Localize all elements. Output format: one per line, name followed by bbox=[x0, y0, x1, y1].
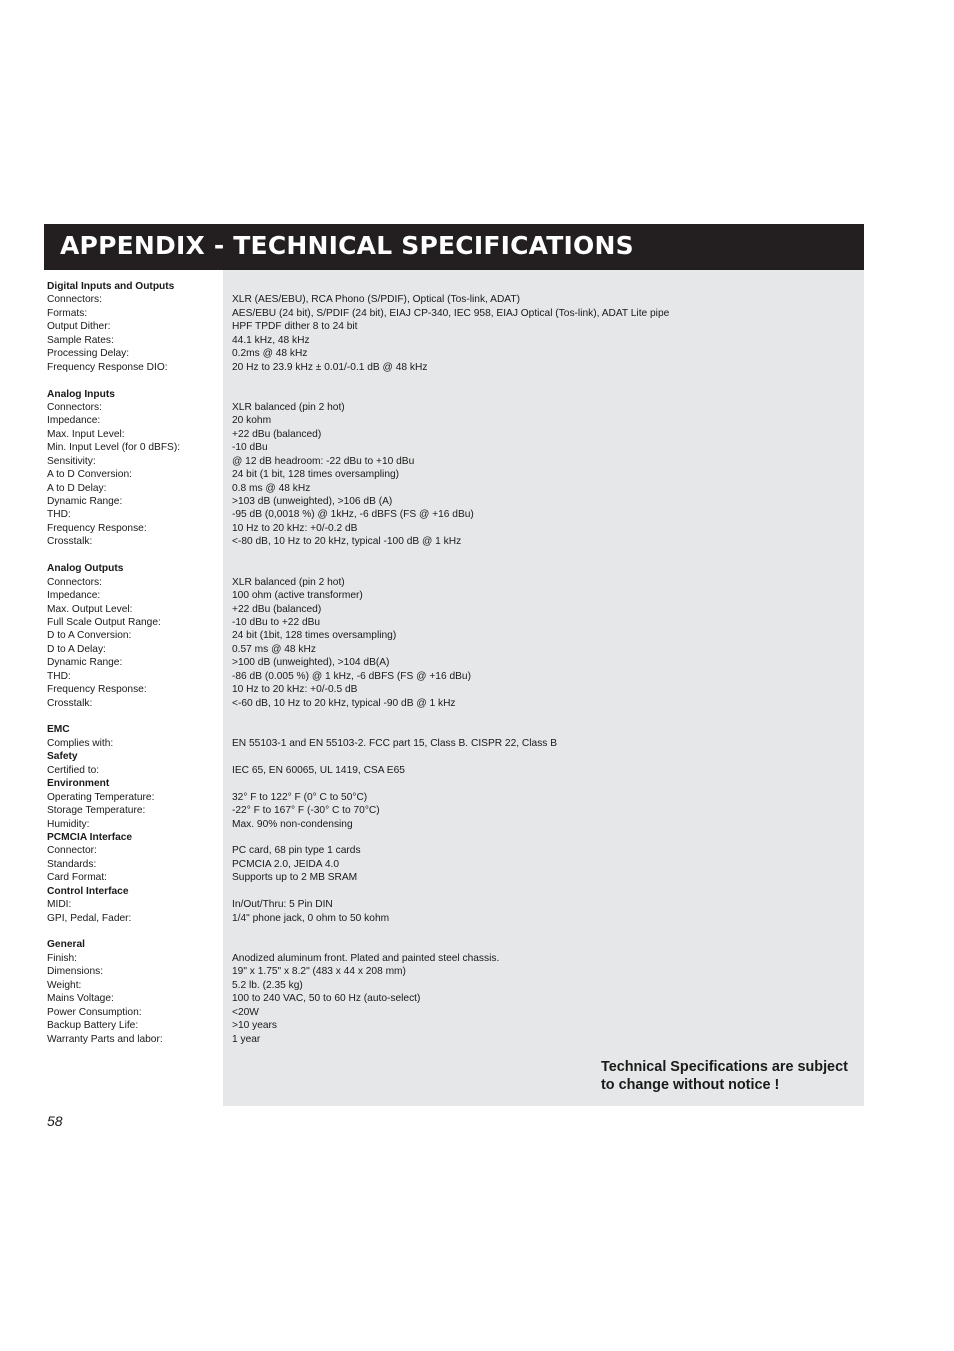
spec-row bbox=[47, 643, 847, 656]
disclaimer-notice bbox=[601, 1058, 863, 1094]
spec-label: Backup Battery Life: bbox=[47, 1020, 139, 1032]
spec-label: Finish: bbox=[47, 952, 78, 964]
spec-label: Card Format: bbox=[47, 872, 108, 884]
spec-value: XLR balanced (pin 2 hot) bbox=[232, 401, 345, 413]
spec-label: Power Consumption: bbox=[47, 1006, 142, 1018]
spec-value: <-60 dB, 10 Hz to 20 kHz, typical -90 dB @ 1 kHz bbox=[232, 697, 456, 709]
section-spacer bbox=[47, 710, 847, 723]
notice-line-2: to change without notice ! bbox=[601, 1077, 780, 1093]
spec-value: 1/4" phone jack, 0 ohm to 50 kohm bbox=[232, 912, 390, 924]
spec-row bbox=[47, 495, 847, 508]
spec-value: 24 bit (1 bit, 128 times oversampling) bbox=[232, 469, 400, 481]
spec-label: D to A Delay: bbox=[47, 643, 106, 655]
spec-label: D to A Conversion: bbox=[47, 630, 132, 642]
spec-label: Dynamic Range: bbox=[47, 496, 123, 507]
spec-label: Sample Rates: bbox=[47, 334, 114, 346]
spec-row bbox=[47, 293, 847, 306]
section-heading: Safety bbox=[47, 751, 78, 763]
spec-row bbox=[47, 1019, 847, 1032]
spec-label: GPI, Pedal, Fader: bbox=[47, 912, 132, 924]
spec-label: A to D Conversion: bbox=[47, 469, 132, 481]
section-heading: General bbox=[47, 939, 85, 951]
spec-row bbox=[47, 898, 847, 911]
spec-value: 24 bit (1bit, 128 times oversampling) bbox=[232, 630, 397, 642]
section-heading: Digital Inputs and Outputs bbox=[47, 281, 175, 292]
spec-row bbox=[47, 992, 847, 1005]
spec-value: 5.2 lb. (2.35 kg) bbox=[232, 979, 303, 991]
spec-label: Dynamic Range: bbox=[47, 657, 123, 669]
spec-value: PCMCIA 2.0, JEIDA 4.0 bbox=[232, 858, 340, 870]
spec-row bbox=[47, 871, 847, 884]
spec-value: Supports up to 2 MB SRAM bbox=[232, 872, 358, 884]
spec-label: Operating Temperature: bbox=[47, 791, 155, 803]
spec-label: A to D Delay: bbox=[47, 482, 107, 494]
spec-value: -22° F to 167° F (-30° C to 70°C) bbox=[232, 805, 380, 817]
spec-row bbox=[47, 844, 847, 857]
spec-value: EN 55103-1 and EN 55103-2. FCC part 15, Class B. CISPR 22, Class B bbox=[232, 737, 558, 749]
spec-value: XLR (AES/EBU), RCA Phono (S/PDIF), Optical (Tos-link, ADAT) bbox=[232, 294, 520, 306]
spec-row bbox=[47, 455, 847, 468]
spec-value: +22 dBu (balanced) bbox=[232, 603, 322, 615]
spec-row bbox=[47, 334, 847, 347]
spec-row bbox=[47, 603, 847, 616]
spec-value: 1 year bbox=[232, 1033, 261, 1045]
spec-row bbox=[47, 629, 847, 642]
title-bar bbox=[44, 224, 864, 270]
spec-row bbox=[47, 576, 847, 589]
spec-value: XLR balanced (pin 2 hot) bbox=[232, 576, 345, 588]
spec-row bbox=[47, 508, 847, 521]
spec-row bbox=[47, 737, 847, 750]
spec-label: Connector: bbox=[47, 845, 97, 857]
spec-value: 10 Hz to 20 kHz: +0/-0.2 dB bbox=[232, 522, 358, 534]
spec-value: 0.8 ms @ 48 kHz bbox=[232, 482, 311, 494]
spec-value: >100 dB (unweighted), >104 dB(A) bbox=[232, 657, 390, 669]
spec-label: Full Scale Output Range: bbox=[47, 616, 161, 628]
spec-value: 0.57 ms @ 48 kHz bbox=[232, 643, 316, 655]
spec-value: 10 Hz to 20 kHz: +0/-0.5 dB bbox=[232, 684, 358, 696]
spec-row bbox=[47, 482, 847, 495]
spec-value: PC card, 68 pin type 1 cards bbox=[232, 845, 361, 857]
spec-label: Formats: bbox=[47, 307, 88, 319]
spec-row bbox=[47, 979, 847, 992]
spec-row bbox=[47, 670, 847, 683]
spec-label: Weight: bbox=[47, 979, 82, 991]
spec-value: -86 dB (0.005 %) @ 1 kHz, -6 dBFS (FS @ +16 dBu) bbox=[232, 670, 471, 682]
section-spacer bbox=[47, 374, 847, 387]
spec-value: 19" x 1.75" x 8.2" (483 x 44 x 208 mm) bbox=[232, 966, 406, 978]
spec-label: Frequency Response DIO: bbox=[47, 361, 168, 373]
spec-row bbox=[47, 656, 847, 669]
spec-row bbox=[47, 428, 847, 441]
spec-label: Humidity: bbox=[47, 818, 90, 830]
spec-label: Max. Input Level: bbox=[47, 428, 125, 440]
spec-label: Sensitivity: bbox=[47, 455, 96, 467]
spec-row bbox=[47, 683, 847, 696]
spec-value: -10 dBu bbox=[232, 442, 268, 454]
spec-value: Anodized aluminum front. Plated and painted steel chassis. bbox=[232, 952, 500, 964]
spec-label: Min. Input Level (for 0 dBFS): bbox=[47, 442, 181, 454]
spec-row bbox=[47, 1006, 847, 1019]
spec-row bbox=[47, 818, 847, 831]
spec-row bbox=[47, 791, 847, 804]
spec-row bbox=[47, 697, 847, 710]
section-heading: EMC bbox=[47, 724, 70, 736]
spec-label: Connectors: bbox=[47, 294, 102, 306]
section-spacer bbox=[47, 549, 847, 562]
spec-label: Connectors: bbox=[47, 576, 102, 588]
spec-value: <-80 dB, 10 Hz to 20 kHz, typical -100 dB @ 1 kHz bbox=[232, 536, 462, 548]
spec-row bbox=[47, 522, 847, 535]
spec-label: THD: bbox=[47, 509, 71, 521]
spec-value: >103 dB (unweighted), >106 dB (A) bbox=[232, 496, 393, 507]
spec-label: Processing Delay: bbox=[47, 348, 130, 360]
spec-row bbox=[47, 804, 847, 817]
spec-label: Mains Voltage: bbox=[47, 993, 114, 1005]
spec-row bbox=[47, 1033, 847, 1046]
spec-value: Max. 90% non-condensing bbox=[232, 818, 353, 830]
spec-label: Connectors: bbox=[47, 401, 102, 413]
spec-label: Crosstalk: bbox=[47, 697, 93, 709]
spec-value: 20 Hz to 23.9 kHz ± 0.01/-0.1 dB @ 48 kHz bbox=[232, 361, 428, 373]
spec-value: AES/EBU (24 bit), S/PDIF (24 bit), EIAJ CP-340, IEC 958, EIAJ Optical (Tos-link), ADAT Lite pipe bbox=[232, 307, 670, 319]
spec-row bbox=[47, 441, 847, 454]
spec-row bbox=[47, 320, 847, 333]
spec-row bbox=[47, 307, 847, 320]
spec-label: MIDI: bbox=[47, 899, 72, 911]
section-spacer bbox=[47, 925, 847, 938]
spec-value: 100 ohm (active transformer) bbox=[232, 590, 363, 602]
spec-value: <20W bbox=[232, 1006, 259, 1018]
spec-label: THD: bbox=[47, 670, 71, 682]
spec-row bbox=[47, 401, 847, 414]
spec-row bbox=[47, 347, 847, 360]
spec-row bbox=[47, 912, 847, 925]
spec-value: +22 dBu (balanced) bbox=[232, 428, 322, 440]
spec-row bbox=[47, 361, 847, 374]
spec-row bbox=[47, 965, 847, 978]
section-heading: PCMCIA Interface bbox=[47, 831, 133, 843]
spec-value: 32° F to 122° F (0° C to 50°C) bbox=[232, 791, 368, 803]
spec-value: IEC 65, EN 60065, UL 1419, CSA E65 bbox=[232, 764, 405, 776]
spec-row bbox=[47, 858, 847, 871]
spec-label: Max. Output Level: bbox=[47, 603, 133, 615]
spec-row bbox=[47, 535, 847, 548]
spec-label: Complies with: bbox=[47, 737, 114, 749]
spec-value: 44.1 kHz, 48 kHz bbox=[232, 334, 310, 346]
notice-line-1: Technical Specifications are subject bbox=[601, 1059, 848, 1075]
spec-label: Output Dither: bbox=[47, 321, 111, 333]
spec-value: In/Out/Thru: 5 Pin DIN bbox=[232, 899, 333, 911]
page-title: APPENDIX - TECHNICAL SPECIFICATIONS bbox=[60, 231, 634, 260]
spec-row bbox=[47, 468, 847, 481]
spec-label: Impedance: bbox=[47, 590, 101, 602]
spec-value: HPF TPDF dither 8 to 24 bit bbox=[232, 321, 358, 333]
spec-value: 100 to 240 VAC, 50 to 60 Hz (auto-select) bbox=[232, 993, 421, 1005]
section-heading: Environment bbox=[47, 778, 110, 790]
spec-label: Impedance: bbox=[47, 415, 101, 427]
spec-value: 20 kohm bbox=[232, 415, 272, 427]
spec-value: -10 dBu to +22 dBu bbox=[232, 616, 321, 628]
spec-row bbox=[47, 952, 847, 965]
spec-label: Frequency Response: bbox=[47, 522, 147, 534]
spec-value: -95 dB (0,0018 %) @ 1kHz, -6 dBFS (FS @ +16 dBu) bbox=[232, 509, 474, 521]
section-heading: Control Interface bbox=[47, 885, 129, 897]
page-number: 58 bbox=[47, 1113, 63, 1129]
spec-value: @ 12 dB headroom: -22 dBu to +10 dBu bbox=[232, 455, 415, 467]
spec-value: >10 years bbox=[232, 1020, 278, 1032]
spec-list bbox=[47, 280, 847, 1046]
spec-row bbox=[47, 589, 847, 602]
spec-row bbox=[47, 616, 847, 629]
section-heading: Analog Outputs bbox=[47, 563, 124, 575]
spec-label: Dimensions: bbox=[47, 966, 104, 978]
spec-value: 0.2ms @ 48 kHz bbox=[232, 348, 308, 360]
spec-label: Standards: bbox=[47, 858, 97, 870]
spec-label: Certified to: bbox=[47, 764, 100, 776]
spec-label: Storage Temperature: bbox=[47, 805, 146, 817]
spec-row bbox=[47, 764, 847, 777]
spec-label: Frequency Response: bbox=[47, 684, 147, 696]
spec-row bbox=[47, 414, 847, 427]
section-heading: Analog Inputs bbox=[47, 388, 115, 400]
spec-label: Crosstalk: bbox=[47, 536, 93, 548]
spec-label: Warranty Parts and labor: bbox=[47, 1033, 163, 1045]
